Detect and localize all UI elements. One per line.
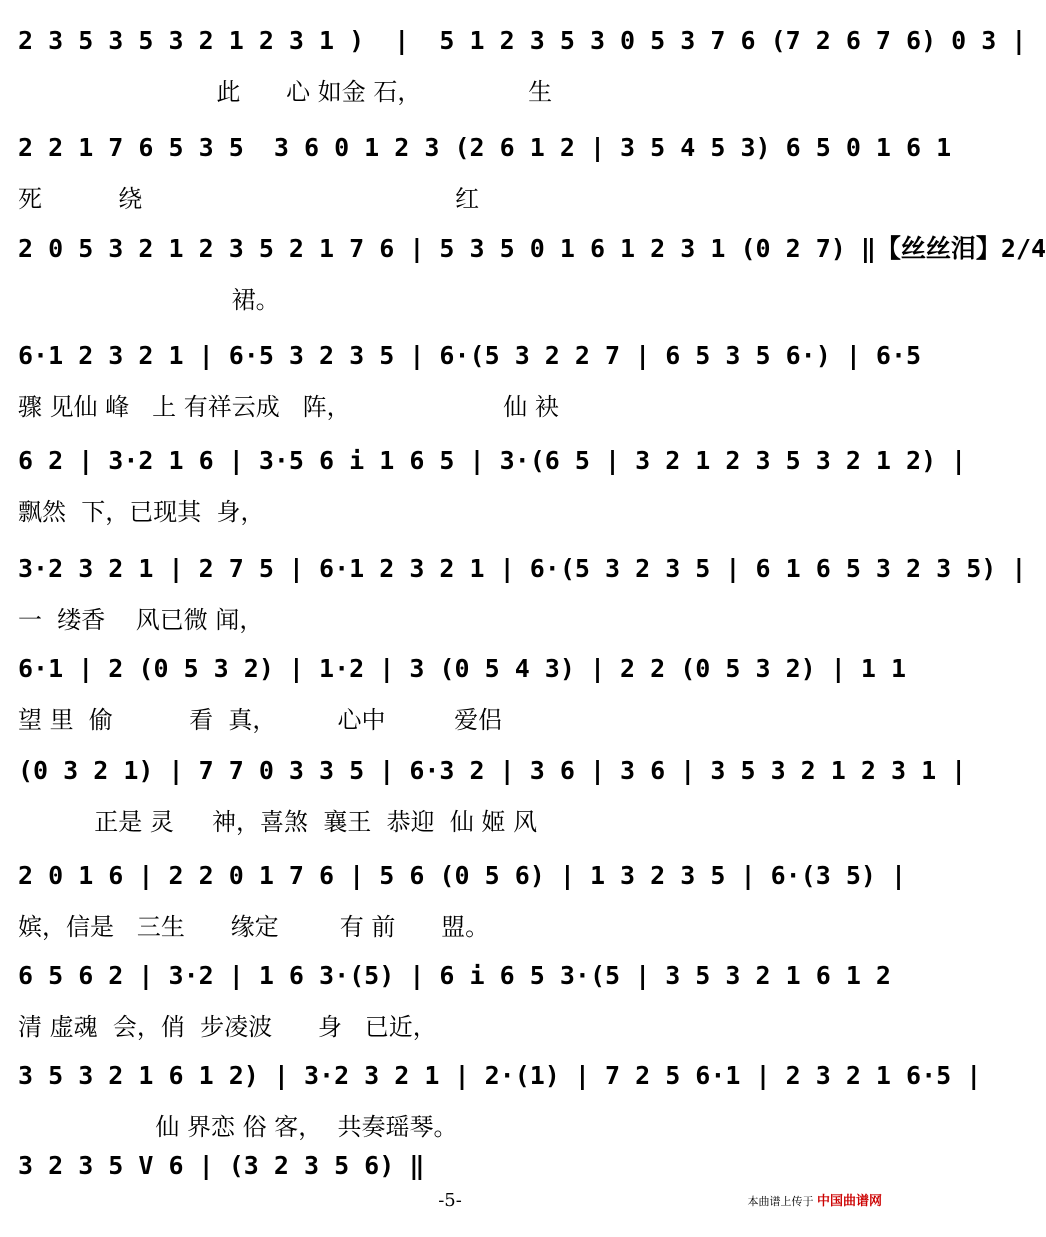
notation-line: 2 0 5 3 2 1 2 3 5 2 1 7 6 | 5 3 5 0 1 6 1 2 3 1 (0 2 7) ‖【丝丝泪】2/4 <box>18 234 1046 263</box>
lyrics-line: 此 心 如金 石， 生 <box>18 78 553 106</box>
lyrics-line: 望 里 偷 看 真， 心中 爱侣 <box>18 706 503 734</box>
lyrics-line: 正是 灵 神，喜煞 襄王 恭迎 仙 姬 风 <box>18 808 538 836</box>
source-site: 中国曲谱网 <box>816 1194 882 1209</box>
system-5 <box>18 440 967 550</box>
notation-line: 2 3 5 3 5 3 2 1 2 3 1 ) | 5 1 2 3 5 3 0 5 3 7 6 (7 2 6 7 6) 0 3 | <box>18 26 1027 55</box>
lyrics-line: 仙 界恋 俗 客， 共奏瑶琴。 <box>18 1113 458 1141</box>
notation-line: 3 5 3 2 1 6 1 2) | 3·2 3 2 1 | 2·(1) | 7 2 5 6·1 | 2 3 2 1 6·5 | <box>18 1061 982 1090</box>
notation-line: 6·1 2 3 2 1 | 6·5 3 2 3 5 | 6·(5 3 2 2 7 | 6 5 3 5 6·) | 6·5 <box>18 341 922 370</box>
notation-line: 6 5 6 2 | 3·2 | 1 6 3·(5) | 6 i 6 5 3·(5 | 3 5 3 2 1 6 1 2 <box>18 961 891 990</box>
notation-line: (0 3 2 1) | 7 7 0 3 3 5 | 6·3 2 | 3 6 | 3 6 | 3 5 3 2 1 2 3 1 | <box>18 756 967 785</box>
page-number: -5- <box>438 1190 462 1211</box>
notation-line: 2 0 1 6 | 2 2 0 1 7 6 | 5 6 (0 5 6) | 1 3 2 3 5 | 6·(3 5) | <box>18 861 907 890</box>
system-3 <box>18 228 1046 338</box>
lyrics-line: 裙。 <box>18 286 280 314</box>
system-8 <box>18 750 967 860</box>
lyrics-line: 死 绕 红 <box>18 185 480 213</box>
system-1 <box>18 20 1027 130</box>
notation-line: 3·2 3 2 1 | 2 7 5 | 6·1 2 3 2 1 | 6·(5 3 2 3 5 | 6 1 6 5 3 2 3 5) | <box>18 554 1027 583</box>
source-note <box>747 1190 882 1209</box>
notation-line: 3 2 3 5 V 6 | (3 2 3 5 6) ‖ <box>18 1151 425 1180</box>
lyrics-line: 飘然 下，已现其 身， <box>18 498 265 526</box>
notation-line: 6 2 | 3·2 1 6 | 3·5 6 i 1 6 5 | 3·(6 5 | 3 2 1 2 3 5 3 2 1 2) | <box>18 446 967 475</box>
system-2 <box>18 127 952 237</box>
system-6 <box>18 548 1027 658</box>
lyrics-line: 一 缕香 风已微 闻， <box>18 606 264 634</box>
notation-line: 2 2 1 7 6 5 3 5 3 6 0 1 2 3 (2 6 1 2 | 3 5 4 5 3) 6 5 0 1 6 1 <box>18 133 952 162</box>
source-prefix: 本曲谱上传于 <box>747 1195 814 1208</box>
lyrics-line: 嫔，信是 三生 缘定 有 前 盟。 <box>18 913 490 941</box>
system-4 <box>18 335 922 445</box>
notation-line: 6·1 | 2 (0 5 3 2) | 1·2 | 3 (0 5 4 3) | 2 2 (0 5 3 2) | 1 1 <box>18 654 907 683</box>
lyrics-line: 清 虚魂 会，俏 步凌波 身 已近， <box>18 1013 437 1041</box>
system-10 <box>18 955 891 1065</box>
system-12 <box>18 1145 884 1190</box>
system-7 <box>18 648 907 758</box>
lyrics-line: 骤 见仙 峰 上 有祥云成 阵， 仙 袂 <box>18 393 559 421</box>
system-9 <box>18 855 907 965</box>
